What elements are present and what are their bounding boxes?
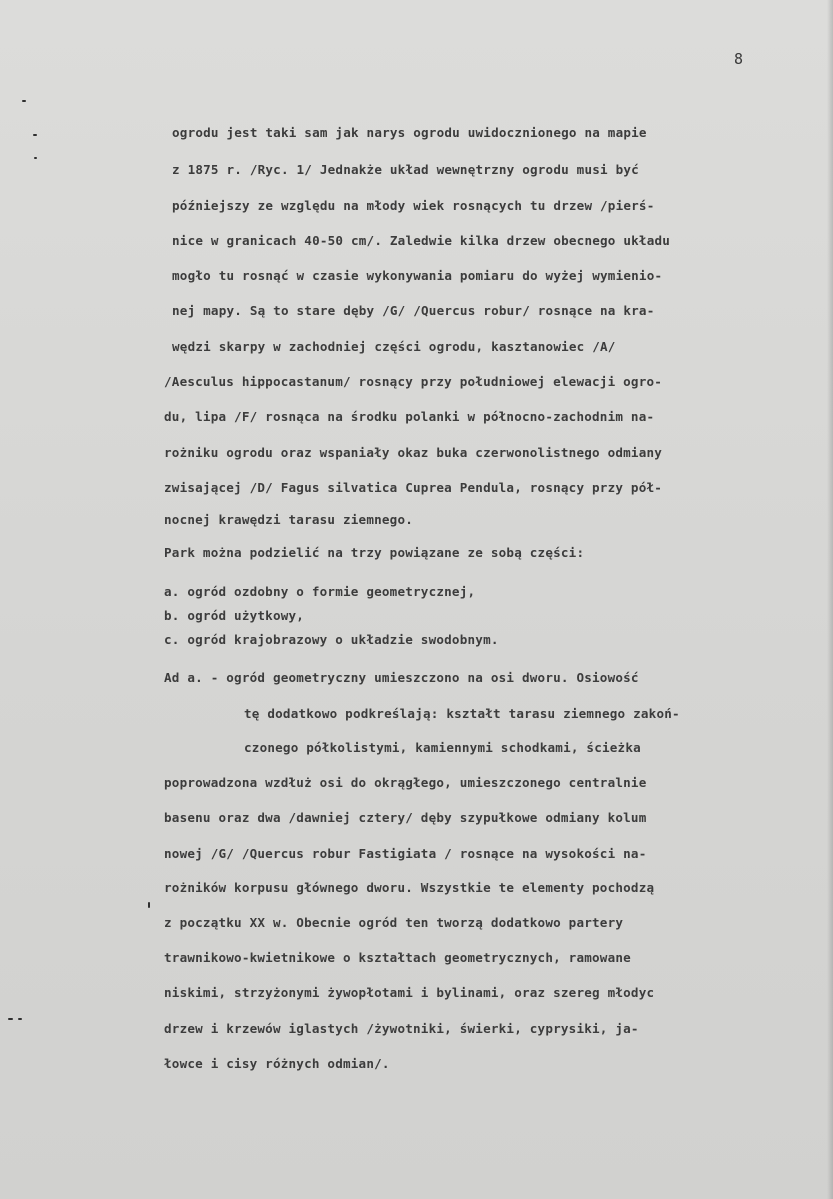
page-number: 8 xyxy=(734,50,744,68)
text-line: wędzi skarpy w zachodniej części ogrodu, kasztanowiec /A/ xyxy=(172,339,616,354)
text-line: nocnej krawędzi tarasu ziemnego. xyxy=(164,512,414,527)
text-line: niskimi, strzyżonymi żywopłotami i bylinami, oraz szereg młodyc xyxy=(164,985,655,1000)
text-line: /Aesculus hippocastanum/ rosnący przy południowej elewacji ogro- xyxy=(164,374,663,389)
text-line: b. ogród użytkowy, xyxy=(164,608,305,623)
text-line: Ad a. - ogród geometryczny umieszczono na osi dworu. Osiowość xyxy=(164,670,639,685)
text-line: Park można podzielić na trzy powiązane ze sobą części: xyxy=(164,545,585,560)
text-line: łowce i cisy różnych odmian/. xyxy=(164,1056,390,1071)
text-line: z początku XX w. Obecnie ogród ten tworzą dodatkowo partery xyxy=(164,915,624,930)
text-line: drzew i krzewów iglastych /żywotniki, świerki, cyprysiki, ja- xyxy=(164,1021,639,1036)
text-line: poprowadzona wzdłuż osi do okrągłego, umieszczonego centralnie xyxy=(164,775,647,790)
text-line: rożników korpusu głównego dworu. Wszystkie te elementy pochodzą xyxy=(164,880,655,895)
text-line: czonego półkolistymi, kamiennymi schodkami, ścieżka xyxy=(244,740,641,755)
text-line: mogło tu rosnąć w czasie wykonywania pomiaru do wyżej wymienio- xyxy=(172,268,663,283)
text-line: nej mapy. Są to stare dęby /G/ /Quercus robur/ rosnące na kra- xyxy=(172,303,655,318)
text-line: basenu oraz dwa /dawniej cztery/ dęby szypułkowe odmiany kolum xyxy=(164,810,647,825)
text-line: ogrodu jest taki sam jak narys ogrodu uwidocznionego na mapie xyxy=(172,125,647,140)
text-line: nowej /G/ /Quercus robur Fastigiata / rosnące na wysokości na- xyxy=(164,846,647,861)
text-line: późniejszy ze względu na młody wiek rosnących tu drzew /pierś- xyxy=(172,198,655,213)
text-line: a. ogród ozdobny o formie geometrycznej, xyxy=(164,584,476,599)
text-line: zwisającej /D/ Fagus silvatica Cuprea Pendula, rosnący przy pół- xyxy=(164,480,663,495)
text-line: rożniku ogrodu oraz wspaniały okaz buka czerwonolistnego odmiany xyxy=(164,445,663,460)
text-line: nice w granicach 40-50 cm/. Zaledwie kilka drzew obecnego układu xyxy=(172,233,671,248)
text-line: du, lipa /F/ rosnąca na środku polanki w północno-zachodnim na- xyxy=(164,409,655,424)
text-line: tę dodatkowo podkreślają: kształt tarasu ziemnego zakoń- xyxy=(244,706,680,721)
text-line: trawnikowo-kwietnikowe o kształtach geometrycznych, ramowane xyxy=(164,950,631,965)
text-line: c. ogród krajobrazowy o układzie swodobnym. xyxy=(164,632,499,647)
text-line: z 1875 r. /Ryc. 1/ Jednakże układ wewnętrzny ogrodu musi być xyxy=(172,162,639,177)
